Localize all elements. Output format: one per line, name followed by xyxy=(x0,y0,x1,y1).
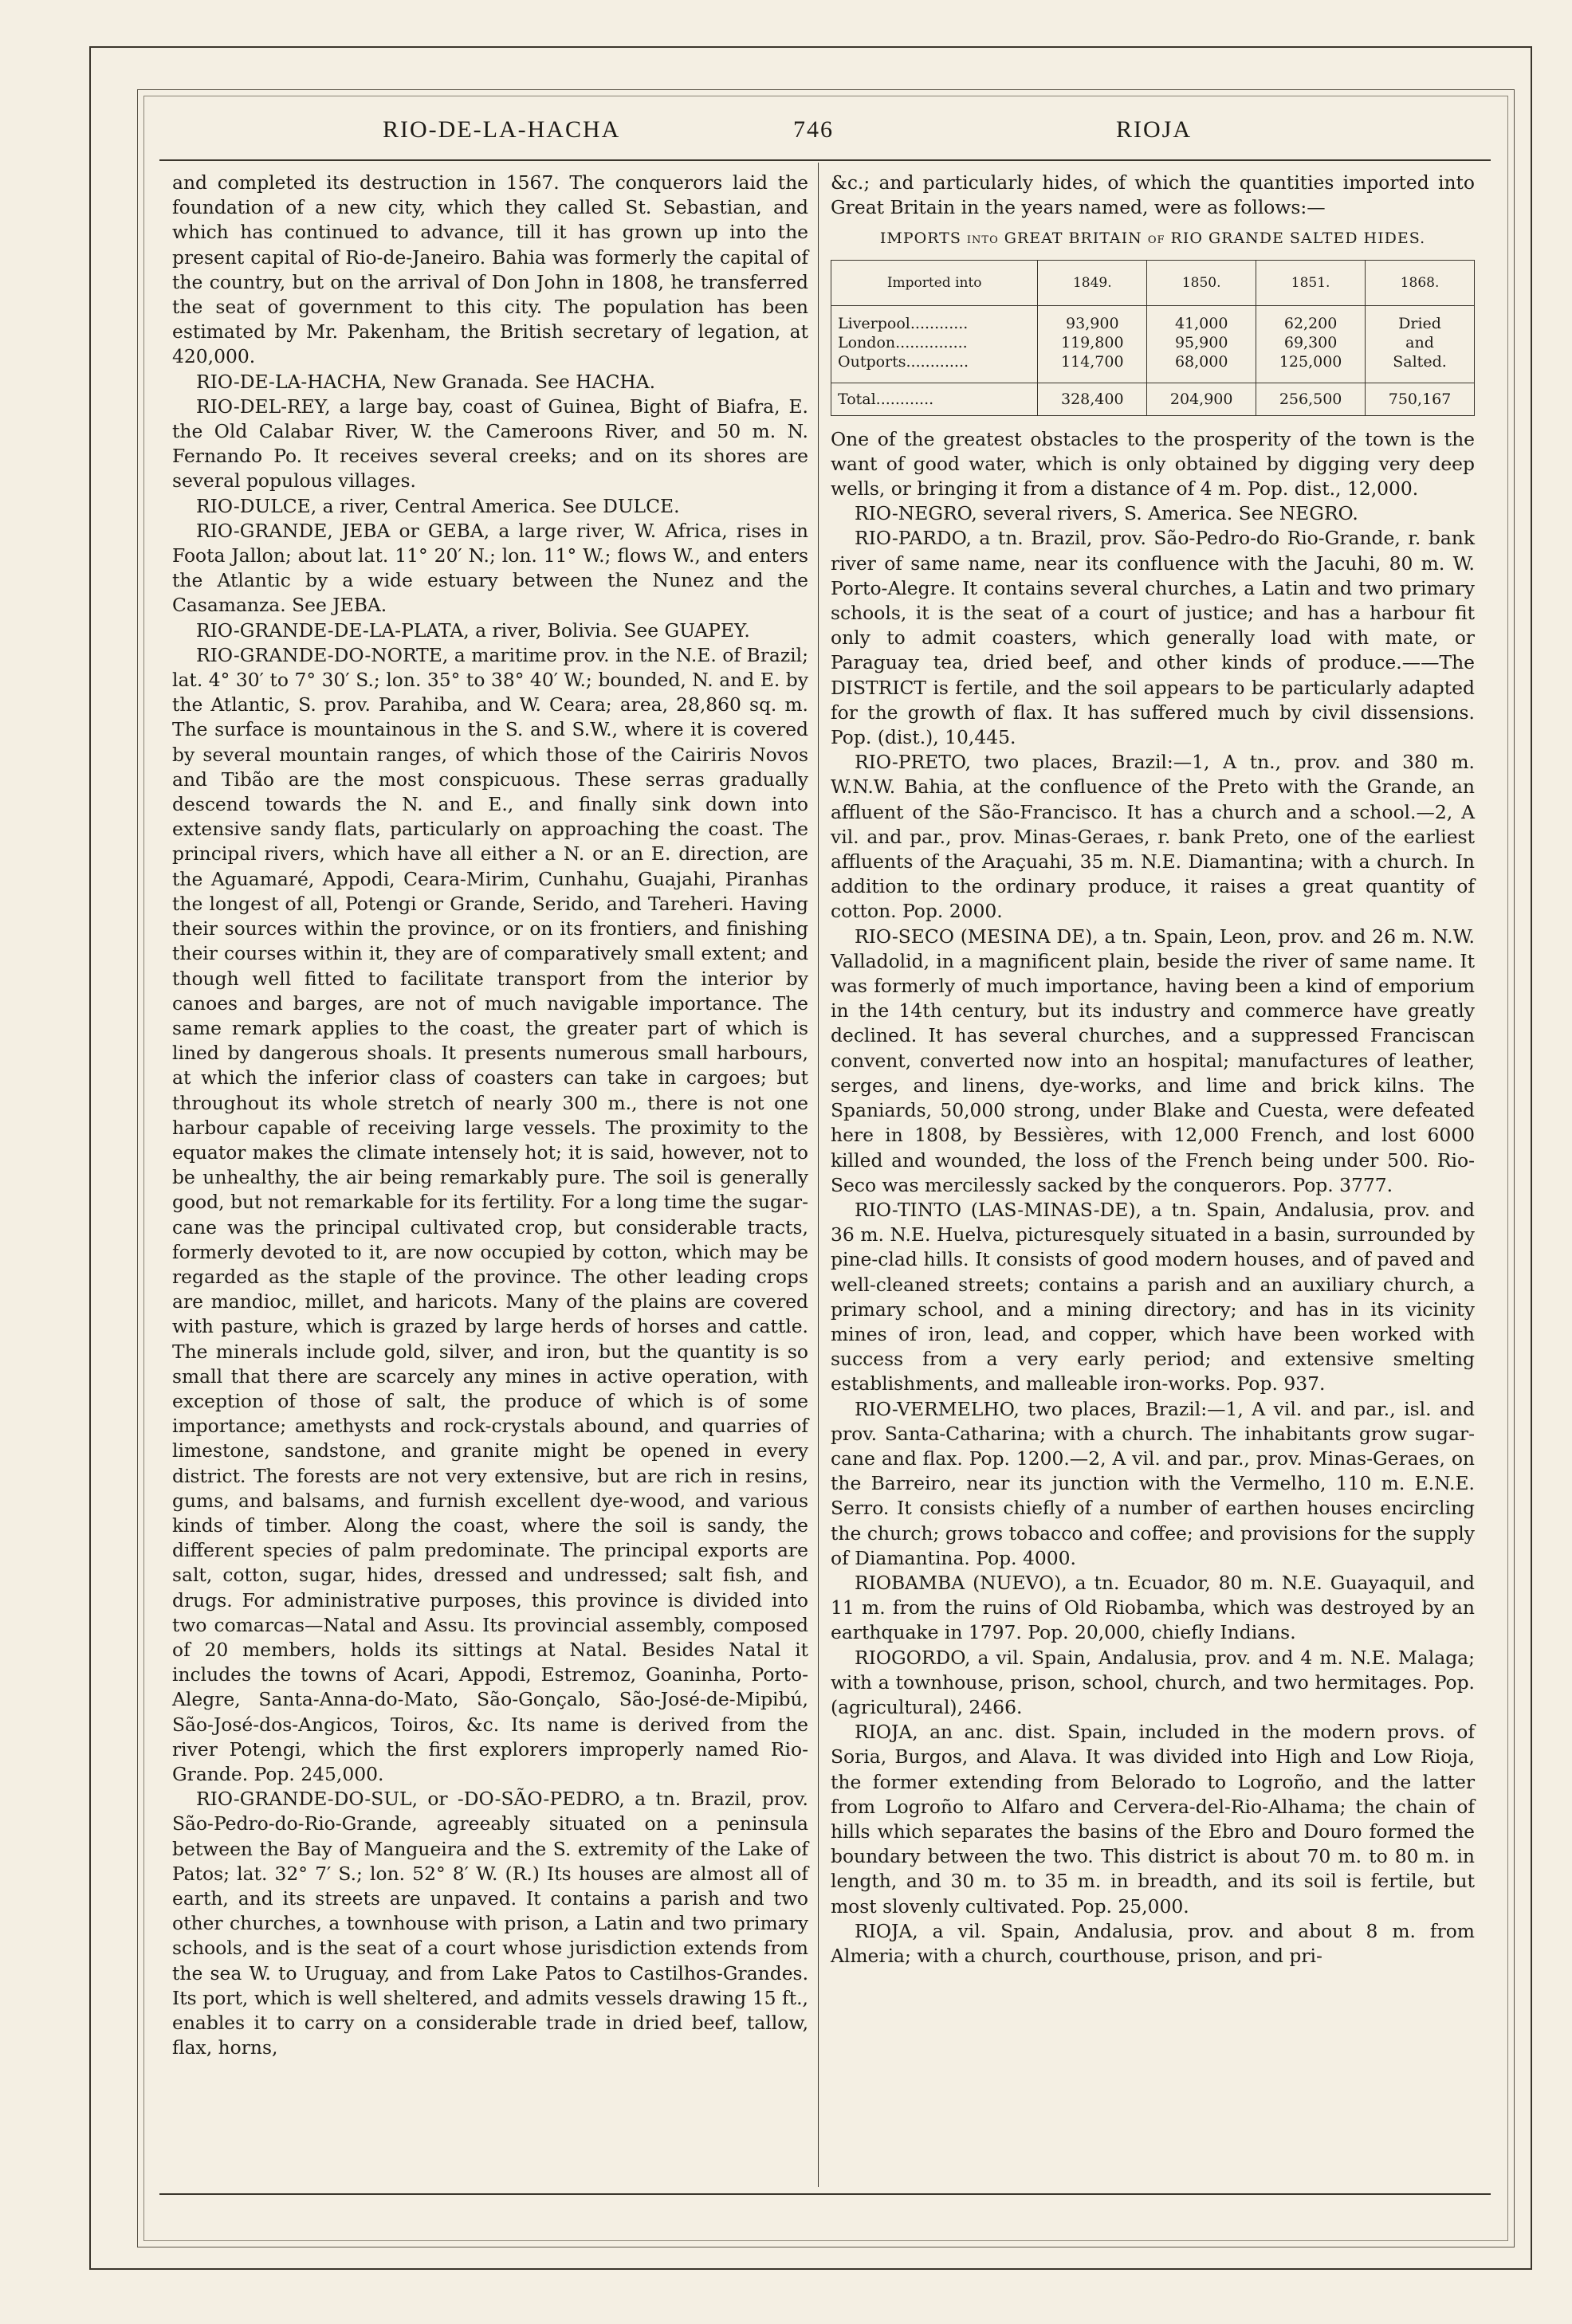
entry-rio-grande-do-norte: RIO-GRANDE-DO-NORTE, a maritime prov. in the N.E. of Brazil; lat. 4° 30′ to 7° 30′ S.; lon. 35° to 38° 40′ W.; bounded, N. and E. by the Atlantic, S. prov. Parahiba, and W. Ceara; area, 28,860 sq. m. The surface is mountainous in the S. and S.W., where it is covered by several mountain ranges, of which those of the Cairiris Novos and Tibão are the most conspicuous. These serras gradually descend towards the N. and E., and finally sink down into extensive sandy flats, particularly on approaching the coast. The principal rivers, which have all either a N. or an E. direction, are the Aguamaré, Appodi, Ceara-Mirim, Cunhahu, Guajahi, Piranhas the longest of all, Potengi or Grande, Serido, and Tareheri. Having their sources within the province, or on its frontiers, and finishing their courses within it, they are of comparatively small extent; and though well fitted to facilitate transport from the interior by canoes and barges, are not of much navigable importance. The same remark applies to the coast, the greater part of which is lined by dangerous shoals. It presents numerous small harbours, at which the inferior class of coasters can take in cargoes; but throughout its whole stretch of nearly 300 m., there is not one harbour capable of receiving large vessels. The proximity to the equator makes the climate intensely hot; it is said, however, not to be unhealthy, the air being remarkably pure. The soil is generally good, but not remarkable for its fertility. For a long time the sugar-cane was the principal cultivated crop, but considerable tracts, formerly devoted to it, are now occupied by cotton, which may be regarded as the staple of the province. The other leading crops are mandioc, millet, and haricots. Many of the plains are covered with pasture, which is grazed by large herds of horses and cattle. The minerals include gold, silver, and iron, but the quantity is so small that there are scarcely any mines in active operation, with exception of those of salt, the produce of which is of some importance; amethysts and rock-crystals abound, and quarries of limestone, sandstone, and granite might be opened in every district. The forests are not very extensive, but are rich in resins, gums, and balsams, and furnish excellent dye-wood, and various kinds of timber. Along the coast, where the soil is sandy, the different species of palm predominate. The principal exports are salt, cotton, sugar, hides, dressed and undressed; salt fish, and drugs. For administrative purposes, this province is divided into two comarcas—Natal and Assu. Its provincial assembly, composed of 20 members, holds its sittings at Natal. Besides Natal it includes the towns of Acari, Appodi, Estremoz, Goaninha, Porto-Alegre, Santa-Anna-do-Mato, São-Gonçalo, São-José-de-Mipibú, São-José-dos-Angicos, Toiros, &c. Its name is derived from the river Potengi, which the first explorers improperly named Rio-Grande. Pop. 245,000. xyxy=(172,643,808,1785)
column-divider xyxy=(818,163,819,2187)
table-header-cell: 1868. xyxy=(1366,260,1475,305)
table-header-cell: Imported into xyxy=(831,260,1038,305)
entry-riobamba: RIOBAMBA (NUEVO), a tn. Ecuador, 80 m. N.E. Guayaquil, and 11 m. from the ruins of Old Riobamba, which was destroyed by an earthquake in 1797. Pop. 20,000, chiefly Indians. xyxy=(831,1571,1475,1644)
table-cell-ports: Liverpool............ London............... Outports............. xyxy=(831,305,1038,383)
entry-continuation-right: &c.; and particularly hides, of which the quantities imported into Great Britain in the years named, were as follows:— xyxy=(831,171,1475,219)
table-title: IMPORTS into GREAT BRITAIN of RIO GRANDE SALTED HIDES. xyxy=(879,230,1426,248)
table-cell: 41,000 95,900 68,000 xyxy=(1147,305,1256,383)
entry-rio-seco: RIO-SECO (MESINA DE), a tn. Spain, Leon, prov. and 26 m. N.W. Valladolid, in a magnificent plain, beside the river of same name. It was formerly of much importance, having been a kind of emporium in the 14th century, but its industry and commerce have greatly declined. It has several churches, and a suppressed Franciscan convent, converted now into an hospital; manufactures of leather, serges, and linens, dye-works, and lime and brick kilns. The Spaniards, 50,000 strong, under Blake and Cuesta, were defeated here in 1808, by Bessières, with 12,000 French, and lost 6000 killed and wounded, the loss of the French being under 500. Rio-Seco was mercilessly sacked by the conquerors. Pop. 3777. xyxy=(831,924,1475,1196)
table-cell: 93,900 119,800 114,700 xyxy=(1038,305,1147,383)
table-cell: 256,500 xyxy=(1256,383,1366,415)
table-cell: 62,200 69,300 125,000 xyxy=(1256,305,1366,383)
table-header-cell: 1851. xyxy=(1256,260,1366,305)
header-right-term: RIOJA xyxy=(1116,116,1193,143)
left-column xyxy=(172,171,808,2060)
table-cell-total-label: Total............ xyxy=(831,383,1038,415)
entry-rio-vermelho: RIO-VERMELHO, two places, Brazil:—1, A vil. and par., isl. and prov. Santa-Catharina; with a church. The inhabitants grow sugar-cane and flax. Pop. 1200.—2, A vil. and par., prov. Minas-Geraes, on the Barreiro, near its junction with the Vermelho, 110 m. E.N.E. Serro. It consists chiefly of a number of earthen houses encircling the church; grows tobacco and coffee; and provisions for the supply of Diamantina. Pop. 4000. xyxy=(831,1397,1475,1569)
entry-rio-tinto: RIO-TINTO (LAS-MINAS-DE), a tn. Spain, Andalusia, prov. and 36 m. N.E. Huelva, picturesquely situated in a basin, surrounded by pine-clad hills. It consists of good modern houses, and of paved and well-cleaned streets; contains a parish and an auxiliary church, a primary school, and a mining directory; and has in its vicinity mines of iron, lead, and copper, which have been worked with success from a very early period; and extensive smelting establishments, and malleable iron-works. Pop. 937. xyxy=(831,1198,1475,1396)
right-column xyxy=(831,171,1475,1969)
entry-rio-grande: RIO-GRANDE, JEBA or GEBA, a large river, W. Africa, rises in Foota Jallon; about lat. 11° 20′ N.; lon. 11° W.; flows W., and enters the Atlantic by a wide estuary between the Nunez and the Casamanza. See JEBA. xyxy=(172,519,808,617)
entry-rio-grande-de-la-plata: RIO-GRANDE-DE-LA-PLATA, a river, Bolivia. See GUAPEY. xyxy=(196,618,750,642)
entry-rio-grande-do-sul: RIO-GRANDE-DO-SUL, or -DO-SÃO-PEDRO, a tn. Brazil, prov. São-Pedro-do-Rio-Grande, agreeably situated on a peninsula between the Bay of Mangueira and the S. extremity of the Lake of Patos; lat. 32° 7′ S.; lon. 52° 8′ W. (R.) Its houses are almost all of earth, and its streets are unpaved. It contains a parish and two other churches, a townhouse with prison, a Latin and two primary schools, and is the seat of a court whose jurisdiction extends from the sea W. to Uruguay, and from Lake Patos to Castilhos-Grandes. Its port, which is well sheltered, and admits vessels drawing 15 ft., enables it to carry on a considerable trade in dried beef, tallow, flax, horns, xyxy=(172,1788,808,2059)
entry-rioja-village: RIOJA, a vil. Spain, Andalusia, prov. and about 8 m. from Almeria; with a church, courthouse, prison, and pri- xyxy=(831,1919,1475,1967)
table-header-cell: 1850. xyxy=(1147,260,1256,305)
entry-rio-preto: RIO-PRETO, two places, Brazil:—1, A tn., prov. and 380 m. W.N.W. Bahia, at the confluence of the Preto with the Grande, an affluent of the São-Francisco. It has a church and a school.—2, A vil. and par., prov. Minas-Geraes, r. bank Preto, one of the earliest affluents of the Araçuahi, 35 m. N.E. Diamantina; with a church. In addition to the ordinary produce, it raises a great quantity of cotton. Pop. 2000. xyxy=(831,751,1475,923)
table-header-row xyxy=(831,260,1475,305)
header-left-term: RIO-DE-LA-HACHA xyxy=(383,116,621,143)
entry-rio-de-la-hacha: RIO-DE-LA-HACHA, New Granada. See HACHA. xyxy=(196,370,656,393)
entry-rio-pardo: RIO-PARDO, a tn. Brazil, prov. São-Pedro-do Rio-Grande, r. bank river of same name, near its confluence with the Jacuhi, 80 m. W. Porto-Alegre. It contains several churches, a Latin and two primary schools, it is the seat of a court of justice; and has a harbour fit only to admit coasters, which generally load with mate, or Paraguay tea, dried beef, and other kinds of produce.——The DISTRICT is fertile, and the soil appears to be particularly adapted for the growth of flax. It has suffered much by civil dissensions. Pop. (dist.), 10,445. xyxy=(831,527,1475,749)
entry-rio-del-rey: RIO-DEL-REY, a large bay, coast of Guinea, Bight of Biafra, E. the Old Calabar River, W. the Cameroons River, and 50 m. N. Fernando Po. It receives several creeks; and on its shores are several populous villages. xyxy=(172,395,808,493)
imports-table xyxy=(831,260,1475,416)
page-number: 746 xyxy=(793,116,834,143)
entry-riogordo: RIOGORDO, a vil. Spain, Andalusia, prov. and 4 m. N.E. Malaga; with a townhouse, prison, school, church, and two hermitages. Pop. (agricultural), 2466. xyxy=(831,1646,1475,1718)
table-cell: 328,400 xyxy=(1038,383,1147,415)
table-cell: 204,900 xyxy=(1147,383,1256,415)
entry-continuation: and completed its destruction in 1567. The conquerors laid the foundation of a new city, which they called St. Sebastian, and which has continued to advance, till it has grown up into the present capital of Rio-de-Janeiro. Bahia was formerly the capital of the country, but on the arrival of Don John in 1808, he transferred the seat of government to this city. The population has been estimated by Mr. Pakenham, the British secretary of legation, at 420,000. xyxy=(172,171,808,368)
running-header xyxy=(159,112,1491,151)
table-cell: 750,167 xyxy=(1366,383,1475,415)
header-rule xyxy=(159,159,1491,161)
footer-rule xyxy=(159,2193,1491,2195)
entry-rio-negro: RIO-NEGRO, several rivers, S. America. See NEGRO. xyxy=(855,502,1358,525)
table-total-row xyxy=(831,383,1475,415)
entry-rioja-district: RIOJA, an anc. dist. Spain, included in the modern provs. of Soria, Burgos, and Alava. It was divided into High and Low Rioja, the former extending from Belorado to Logroño, and the latter from Logroño to Alfaro and Cervera-del-Rio-Alhama; the chain of hills which separates the basins of the Ebro and Douro formed the boundary between the two. This district is about 70 m. to 80 m. in length, and 30 m. to 35 m. in breadth, and its soil is fertile, but most slovenly cultivated. Pop. 25,000. xyxy=(831,1721,1475,1918)
entry-continuation-after-table: One of the greatest obstacles to the prosperity of the town is the want of good water, which is only obtained by digging very deep wells, or bringing it from a distance of 4 m. Pop. dist., 12,000. xyxy=(831,427,1475,501)
entry-rio-dulce: RIO-DULCE, a river, Central America. See DULCE. xyxy=(196,494,680,517)
table-header-cell: 1849. xyxy=(1038,260,1147,305)
table-cell: Dried and Salted. xyxy=(1366,305,1475,383)
table-row xyxy=(831,305,1475,383)
